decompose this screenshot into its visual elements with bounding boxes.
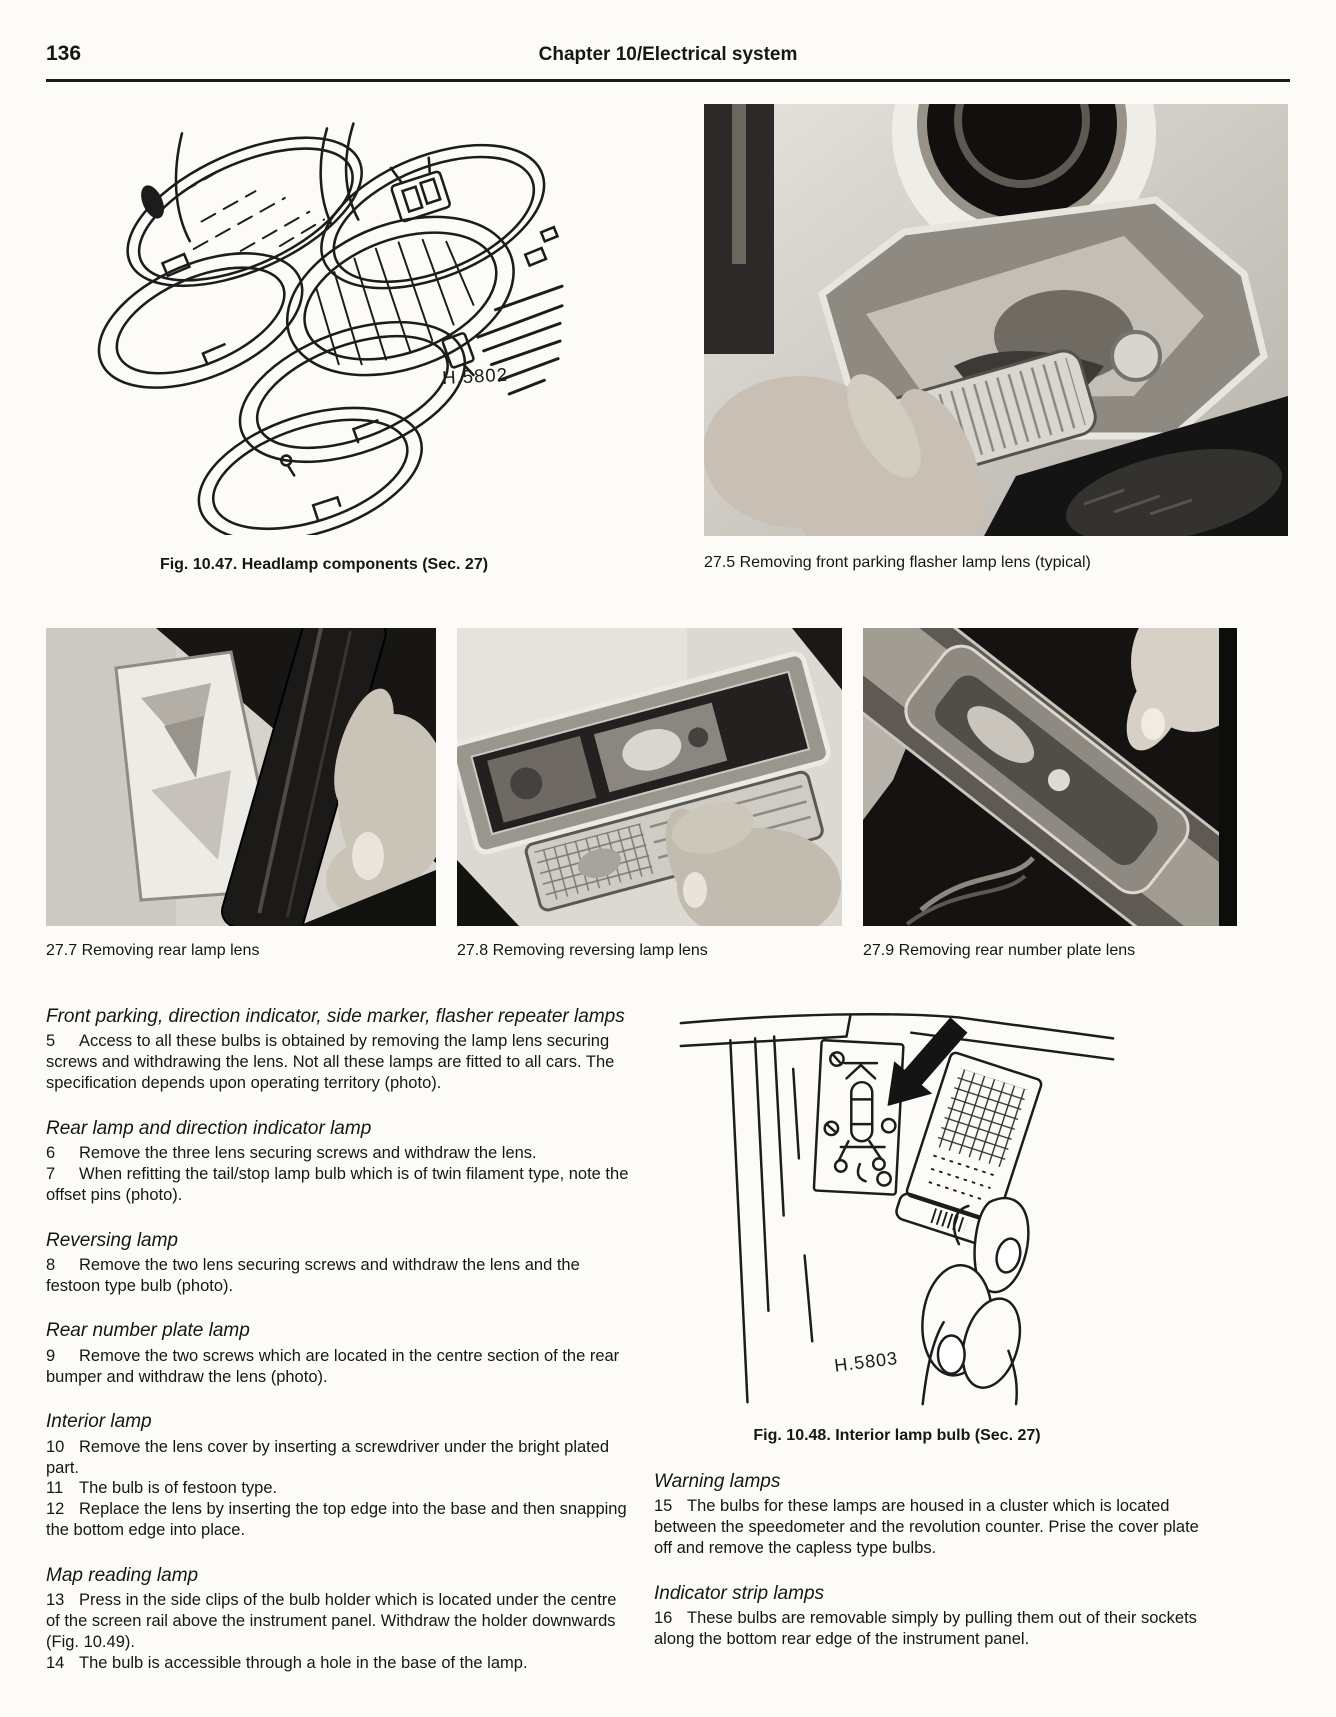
step-number: 15 (654, 1497, 673, 1516)
figure-1048-caption: Fig. 10.48. Interior lamp bulb (Sec. 27) (753, 1427, 1041, 1444)
figure-1047-caption: Fig. 10.47. Headlamp components (Sec. 27) (159, 556, 489, 573)
page-number: 136 (46, 42, 82, 65)
step-text: Replace the lens by inserting the top edge into the base and then snapping the bottom edge into place. (46, 1500, 627, 1539)
step-text: The bulb is of festoon type. (79, 1479, 278, 1498)
drawing-reference-label: H.5803 (833, 1348, 900, 1376)
number-plate-photo-image (863, 628, 1237, 926)
step-14 (46, 1653, 632, 1674)
section-indicator-strip-lamps (654, 1583, 1204, 1650)
section-heading: Rear number plate lamp (46, 1320, 250, 1342)
page-title: Chapter 10/Electrical system (538, 44, 798, 65)
step-9 (46, 1346, 632, 1388)
step-text: Remove the lens cover by inserting a screwdriver under the bright plated part. (46, 1437, 610, 1477)
page-header (46, 42, 1290, 72)
step-13 (46, 1590, 632, 1652)
section-reversing-lamp (46, 1230, 632, 1297)
step-number: 11 (46, 1479, 64, 1498)
section-warning-lamps (654, 1471, 1204, 1559)
headlamp-inner-rim (221, 292, 491, 489)
step-15 (654, 1496, 1204, 1558)
photo-277-caption: 27.7 Removing rear lamp lens (46, 942, 260, 959)
section-heading: Indicator strip lamps (654, 1582, 825, 1604)
text-column-right (654, 1006, 1290, 1650)
step-text: Remove the two screws which are located in the centre section of the rear bumper and withdraw the lens (photo). (46, 1346, 620, 1386)
step-16 (654, 1608, 1204, 1650)
section-front-parking-lamps (46, 1006, 632, 1094)
section-heading: Rear lamp and direction indicator lamp (46, 1117, 372, 1139)
headlamp-drawing-lines (84, 107, 564, 535)
section-heading: Warning lamps (654, 1471, 781, 1492)
step-number: 5 (46, 1032, 56, 1051)
headlamp-connector (385, 154, 450, 222)
section-number-plate-lamp (46, 1320, 632, 1387)
section-heading: Map reading lamp (46, 1564, 199, 1586)
step-10 (46, 1437, 632, 1479)
photo-275-caption: 27.5 Removing front parking flasher lamp lens (typical) (704, 554, 1091, 571)
step-number: 9 (46, 1346, 56, 1365)
photo-278-caption: 27.8 Removing reversing lamp lens (457, 942, 708, 959)
drawing-reference-label: H.5802 (441, 363, 509, 389)
step-8 (46, 1255, 632, 1297)
photo-row (46, 628, 1290, 960)
headlamp-outer-rim (182, 383, 438, 535)
photo-front-flasher-lens (704, 104, 1290, 572)
step-number: 6 (46, 1144, 56, 1163)
figure-interior-lamp-bulb (654, 1006, 1140, 1445)
step-text: Access to all these bulbs is obtained by removing the lamp lens securing screws and withdrawing the lens. Not all these lamps are fitted to all cars. The specification depends upon operating territory (photo). (46, 1032, 615, 1092)
front-flasher-photo-image (704, 104, 1288, 536)
step-7 (46, 1164, 632, 1206)
section-heading: Front parking, direction indicator, side marker, flasher repeater lamps (46, 1006, 625, 1027)
text-column-left (46, 1006, 632, 1673)
reversing-lamp-photo-image (457, 628, 842, 926)
headlamp-exploded-drawing-image (84, 104, 564, 535)
photo-rear-lamp-lens (46, 628, 436, 960)
step-number: 16 (654, 1609, 673, 1628)
section-heading: Reversing lamp (46, 1229, 178, 1251)
step-12 (46, 1499, 632, 1541)
step-text: These bulbs are removable simply by pulling them out of their sockets along the bottom rear edge of the instrument panel. (654, 1609, 1197, 1648)
step-number: 13 (46, 1591, 65, 1610)
step-11 (46, 1478, 632, 1499)
step-number: 7 (46, 1164, 56, 1183)
step-text: Press in the side clips of the bulb holder which is located under the centre of the screen rail above the instrument panel. Withdraw the holder downwards (Fig. 10.49). (46, 1591, 617, 1651)
section-interior-lamp (46, 1411, 632, 1540)
photo-reversing-lamp-lens (457, 628, 842, 960)
step-number: 8 (46, 1255, 56, 1274)
bottom-content (46, 1006, 1290, 1673)
step-text: When refitting the tail/stop lamp bulb which is of twin filament type, note the offset pins (photo). (46, 1164, 629, 1204)
rear-lamp-photo-image (46, 628, 436, 926)
photo-279-caption: 27.9 Removing rear number plate lens (863, 942, 1136, 959)
festoon-bulb (835, 1063, 885, 1181)
photo-number-plate-lens (863, 628, 1237, 960)
section-map-reading-lamp (46, 1565, 632, 1674)
section-heading: Interior lamp (46, 1411, 152, 1433)
step-text: Remove the three lens securing screws and withdraw the lens. (79, 1144, 537, 1163)
step-number: 12 (46, 1500, 65, 1519)
figure-headlamp-components (46, 104, 602, 574)
top-figures-row (46, 104, 1290, 574)
step-text: Remove the two lens securing screws and withdraw the lens and the festoon type bulb (photo). (46, 1255, 580, 1295)
step-6 (46, 1143, 632, 1164)
header-rule (46, 79, 1290, 82)
step-text: The bulbs for these lamps are housed in a cluster which is located between the speedometer and the revolution counter. Prise the cover plate off and remove the capless type bulbs. (654, 1497, 1199, 1557)
step-number: 10 (46, 1437, 65, 1456)
step-number: 14 (46, 1653, 65, 1672)
section-rear-lamp (46, 1118, 632, 1206)
step-5 (46, 1031, 632, 1093)
interior-lamp-drawing-image (662, 1006, 1132, 1406)
step-text: The bulb is accessible through a hole in the base of the lamp. (79, 1653, 528, 1672)
